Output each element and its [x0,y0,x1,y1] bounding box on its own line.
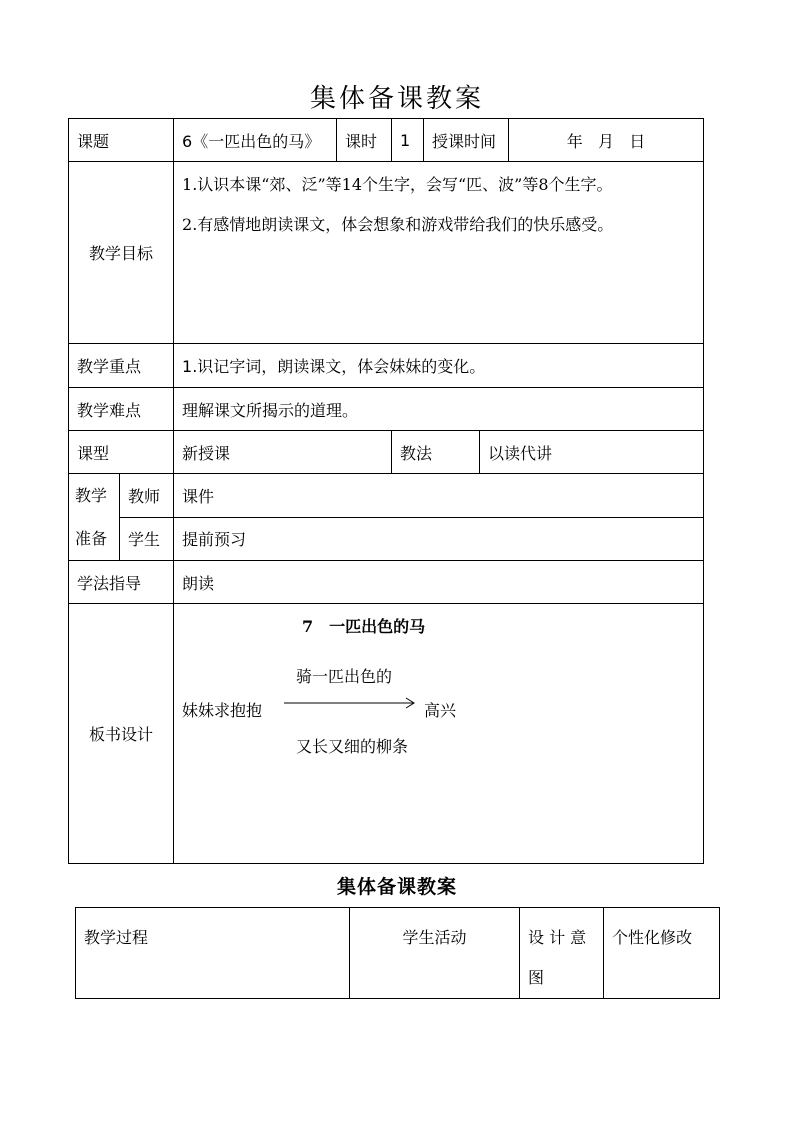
board-left-text: 妹妹求抱抱 [182,701,263,720]
board-label: 板书设计 [69,604,174,864]
board-right-text: 高兴 [424,701,457,720]
col-process: 教学过程 [76,908,350,999]
method-value: 以读代讲 [480,431,704,474]
process-header-row [76,908,720,999]
goals-content [174,162,704,344]
board-top-text: 骑一匹出色的 [296,667,393,686]
goal-2: 2.有感情地朗读课文，体会想象和游戏带给我们的快乐感受。 [182,215,614,234]
prep-teacher-row [69,474,704,518]
key-points-label: 教学重点 [69,344,174,388]
time-label: 授课时间 [424,119,509,162]
board-heading: 7 一匹出色的马 [302,617,426,636]
col-student-activity: 学生活动 [350,908,520,999]
method-label: 教法 [392,431,480,474]
key-points-row [69,344,704,388]
difficulties-value: 理解课文所揭示的道理。 [174,388,704,431]
student-value: 提前预习 [174,517,704,561]
col-personal-edit: 个性化修改 [604,908,720,999]
topic-label: 课题 [69,119,174,162]
goals-label: 教学目标 [69,162,174,344]
period-label: 课时 [337,119,392,162]
prep-student-row [69,517,704,561]
process-table [75,907,720,999]
lesson-plan-table [68,118,704,864]
prep-label-bottom: 准备 [75,529,108,548]
goal-1: 1.认识本课“郊、泛”等14个生字，会写“匹、波”等8个生字。 [182,175,613,194]
goals-row [69,162,704,344]
prep-label-top: 教学 [75,486,108,505]
teacher-value: 课件 [174,474,704,518]
prep-label [69,474,120,561]
study-method-label: 学法指导 [69,561,174,604]
header-row [69,119,704,162]
period-value: 1 [392,119,424,162]
document-title: 集体备课教案 [309,84,484,114]
date-field: 年 月 日 [509,119,704,162]
difficulties-label: 教学难点 [69,388,174,431]
document-title-2: 集体备课教案 [336,876,457,898]
study-method-row [69,561,704,604]
key-points-value: 1.识记字词，朗读课文，体会妹妹的变化。 [174,344,704,388]
difficulties-row [69,388,704,431]
board-design [174,604,704,864]
teacher-label: 教师 [120,474,174,518]
study-method-value: 朗读 [174,561,704,604]
board-row [69,604,704,864]
board-bottom-text: 又长又细的柳条 [296,737,409,756]
lesson-type-label: 课型 [69,431,174,474]
lesson-type-row [69,431,704,474]
student-label: 学生 [120,517,174,561]
lesson-type-value: 新授课 [174,431,392,474]
col-design-intent: 设 计 意 图 [520,908,604,999]
topic-value: 6《一匹出色的马》 [174,119,337,162]
arrow-icon [284,696,416,710]
